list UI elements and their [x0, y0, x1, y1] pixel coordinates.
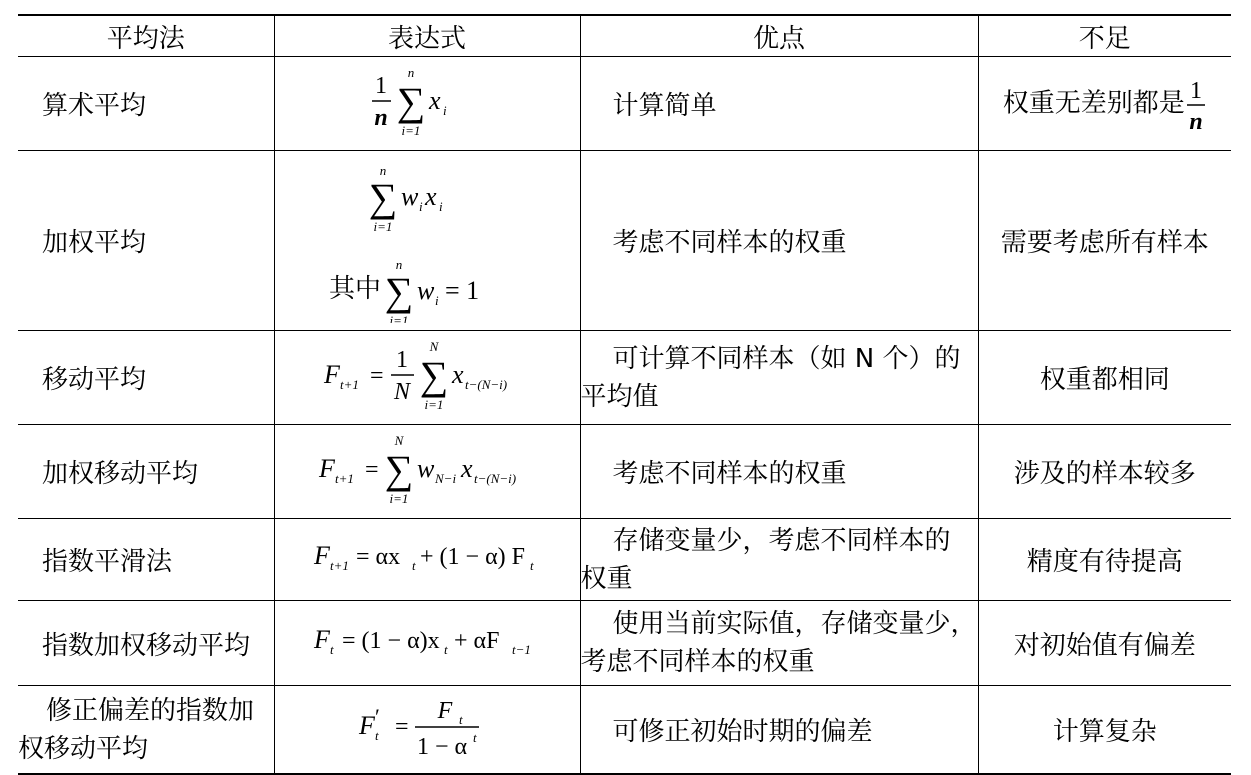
table-row — [18, 57, 1231, 151]
svg-text:w: w — [417, 454, 435, 483]
svg-text:i=1: i=1 — [389, 491, 409, 506]
svg-text:t: t — [459, 712, 463, 727]
svg-text:t: t — [330, 641, 334, 657]
svg-text:1 − α: 1 − α — [417, 734, 468, 760]
expression-cell — [274, 601, 580, 686]
svg-text:x: x — [461, 454, 473, 483]
header-row — [18, 15, 1231, 57]
frac-num: 1 — [375, 73, 387, 99]
sum-bottom: i=1 — [401, 123, 421, 138]
formula-weighted-moving-average — [317, 425, 537, 511]
advantage-cell: 可修正初始时期的偏差 — [580, 686, 978, 775]
method-name: 加权移动平均 — [18, 425, 274, 519]
advantage-cell: 考虑不同样本的权重 — [580, 425, 978, 519]
svg-text:i: i — [419, 199, 423, 214]
svg-text:N: N — [429, 339, 439, 354]
advantage-cell — [580, 519, 978, 601]
formula-ewma — [312, 610, 542, 670]
table-row — [18, 331, 1231, 425]
svg-text:其中: 其中 — [329, 274, 382, 304]
table-row — [18, 151, 1231, 331]
sum-top: n — [407, 65, 415, 80]
svg-text:N: N — [394, 433, 404, 448]
svg-text:n: n — [379, 163, 387, 178]
svg-text:′: ′ — [375, 704, 380, 729]
svg-text:∑: ∑ — [419, 353, 449, 398]
advantage-cell: 考虑不同样本的权重 — [580, 151, 978, 331]
svg-text:i=1: i=1 — [389, 313, 409, 323]
shortcoming-text: 权重无差别都是 — [1002, 88, 1185, 118]
svg-text:+ αF: + αF — [454, 627, 500, 654]
method-name-line-2: 权移动平均 — [18, 733, 149, 764]
header-shortcoming: 不足 — [978, 15, 1231, 57]
expression-cell — [274, 519, 580, 601]
svg-text:= αx: = αx — [356, 544, 401, 570]
advantage-line-1: 可计算不同样本（如 N 个）的 — [612, 343, 961, 374]
svg-text:t: t — [375, 728, 379, 743]
svg-text:1: 1 — [1189, 77, 1202, 104]
advantage-line-2: 平均值 — [580, 381, 659, 412]
shortcoming-cell: 涉及的样本较多 — [978, 425, 1231, 519]
method-name: 移动平均 — [18, 331, 274, 425]
svg-text:= (1 − α)x: = (1 − α)x — [342, 627, 440, 654]
expression-cell — [274, 151, 580, 331]
method-name: 指数平滑法 — [18, 519, 274, 601]
svg-text:F: F — [324, 360, 340, 389]
var-x-sub: i — [443, 103, 447, 118]
svg-text:F: F — [437, 698, 453, 724]
expression-cell — [274, 331, 580, 425]
svg-text:+ (1 − α) F: + (1 − α) F — [420, 544, 525, 570]
svg-text:x: x — [425, 182, 437, 211]
svg-text:t: t — [412, 558, 416, 573]
svg-text:t: t — [444, 641, 448, 657]
shortcoming-cell: 权重都相同 — [978, 331, 1231, 425]
header-advantage: 优点 — [580, 15, 978, 57]
shortcoming-cell: 对初始值有偏差 — [978, 601, 1231, 686]
svg-text:i=1: i=1 — [424, 397, 444, 412]
methods-table — [18, 14, 1231, 775]
svg-text:i: i — [439, 199, 443, 214]
svg-text:N: N — [393, 379, 411, 405]
table-row — [18, 686, 1231, 775]
svg-text:F: F — [314, 624, 330, 654]
method-name: 指数加权移动平均 — [18, 601, 274, 686]
svg-text:=: = — [365, 457, 379, 483]
shortcoming-cell: 计算复杂 — [978, 686, 1231, 775]
sigma: ∑ — [396, 79, 426, 124]
var-x: x — [429, 86, 441, 115]
expression-cell — [274, 686, 580, 775]
svg-text:n: n — [1189, 108, 1203, 134]
svg-text:t−(N−i): t−(N−i) — [474, 471, 517, 486]
frac-den: n — [374, 105, 388, 131]
svg-text:t−(N−i): t−(N−i) — [465, 377, 508, 392]
advantage-cell — [580, 331, 978, 425]
svg-text:F: F — [359, 711, 375, 740]
svg-text:t+1: t+1 — [330, 558, 349, 573]
expression-cell — [274, 425, 580, 519]
svg-text:= 1: = 1 — [445, 276, 480, 305]
svg-text:x: x — [452, 360, 464, 389]
svg-text:∑: ∑ — [368, 175, 398, 220]
advantage-line-2: 权重 — [580, 563, 633, 594]
method-name: 加权平均 — [18, 151, 274, 331]
shortcoming-cell — [978, 57, 1231, 151]
table-row — [18, 425, 1231, 519]
advantage-cell: 计算简单 — [580, 57, 978, 151]
advantage-line-2: 考虑不同样本的权重 — [580, 647, 815, 677]
shortcoming-cell: 需要考虑所有样本 — [978, 151, 1231, 331]
table-row — [18, 601, 1231, 686]
formula-moving-average — [322, 331, 532, 417]
method-name — [18, 686, 274, 775]
svg-text:F: F — [319, 454, 335, 483]
method-name-line-1: 修正偏差的指数加 — [46, 695, 255, 726]
advantage-line-1: 使用当前实际值，存储变量少， — [612, 609, 977, 639]
method-name: 算术平均 — [18, 57, 274, 151]
shortcoming-fraction — [1185, 74, 1207, 134]
shortcoming-cell: 精度有待提高 — [978, 519, 1231, 601]
svg-text:n: n — [395, 257, 403, 272]
header-expression: 表达式 — [274, 15, 580, 57]
svg-text:t−1: t−1 — [512, 641, 531, 657]
svg-text:i=1: i=1 — [373, 219, 393, 234]
svg-text:t: t — [530, 558, 534, 573]
header-method: 平均法 — [18, 15, 274, 57]
svg-text:t: t — [473, 730, 477, 745]
svg-text:t+1: t+1 — [335, 471, 354, 486]
svg-text:N−i: N−i — [435, 471, 457, 486]
svg-text:=: = — [395, 714, 409, 740]
svg-text:t+1: t+1 — [340, 377, 359, 392]
svg-text:∑: ∑ — [384, 269, 414, 314]
svg-text:=: = — [370, 363, 384, 389]
advantage-cell — [580, 601, 978, 686]
formula-exponential-smoothing — [312, 526, 542, 586]
formula-bias-corrected — [357, 686, 497, 766]
advantage-line-1: 存储变量少，考虑不同样本的 — [612, 525, 951, 556]
expression-cell — [274, 57, 580, 151]
svg-text:w: w — [417, 276, 435, 305]
svg-text:i: i — [435, 293, 439, 308]
formula-weighted-mean — [327, 151, 527, 323]
formula-arithmetic-mean — [367, 57, 487, 143]
table-row — [18, 519, 1231, 601]
svg-text:F: F — [314, 541, 330, 570]
svg-text:1: 1 — [396, 347, 408, 373]
svg-text:∑: ∑ — [384, 447, 414, 492]
svg-text:w: w — [401, 182, 419, 211]
